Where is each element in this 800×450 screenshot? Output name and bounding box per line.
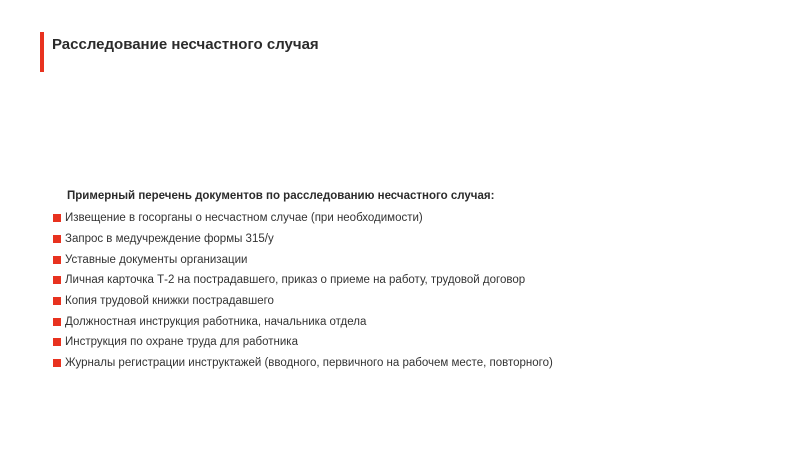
list-item [53,353,773,374]
red-square-bullet-icon [53,338,61,346]
list-item-text: Уставные документы организации [65,253,248,266]
list-item [53,291,773,312]
slide-title: Расследование несчастного случая [52,36,319,53]
list-item [53,208,773,229]
slide-content [53,188,773,374]
list-item [53,229,773,250]
list-item-text: Личная карточка Т-2 на пострадавшего, приказ о приеме на работу, трудовой договор [65,274,526,287]
red-square-bullet-icon [53,276,61,284]
list-item-text: Запрос в медучреждение формы 315/у [65,233,274,246]
list-item [53,270,773,291]
list-intro: Примерный перечень документов по расследованию несчастного случая: [67,190,495,202]
list-item [53,332,773,353]
list-item-text: Извещение в госорганы о несчастном случае (при необходимости) [65,212,423,225]
list-item [53,249,773,270]
list-item-text: Копия трудовой книжки пострадавшего [65,295,274,308]
red-square-bullet-icon [53,235,61,243]
list-item-text: Инструкция по охране труда для работника [65,336,298,349]
red-square-bullet-icon [53,359,61,367]
document-list [53,208,773,374]
red-square-bullet-icon [53,214,61,222]
red-square-bullet-icon [53,256,61,264]
red-square-bullet-icon [53,318,61,326]
list-item-text: Должностная инструкция работника, начальника отдела [65,315,367,328]
title-accent-bar [40,32,44,72]
list-item [53,311,773,332]
list-item-text: Журналы регистрации инструктажей (вводного, первичного на рабочем месте, повторного) [65,357,553,370]
red-square-bullet-icon [53,297,61,305]
